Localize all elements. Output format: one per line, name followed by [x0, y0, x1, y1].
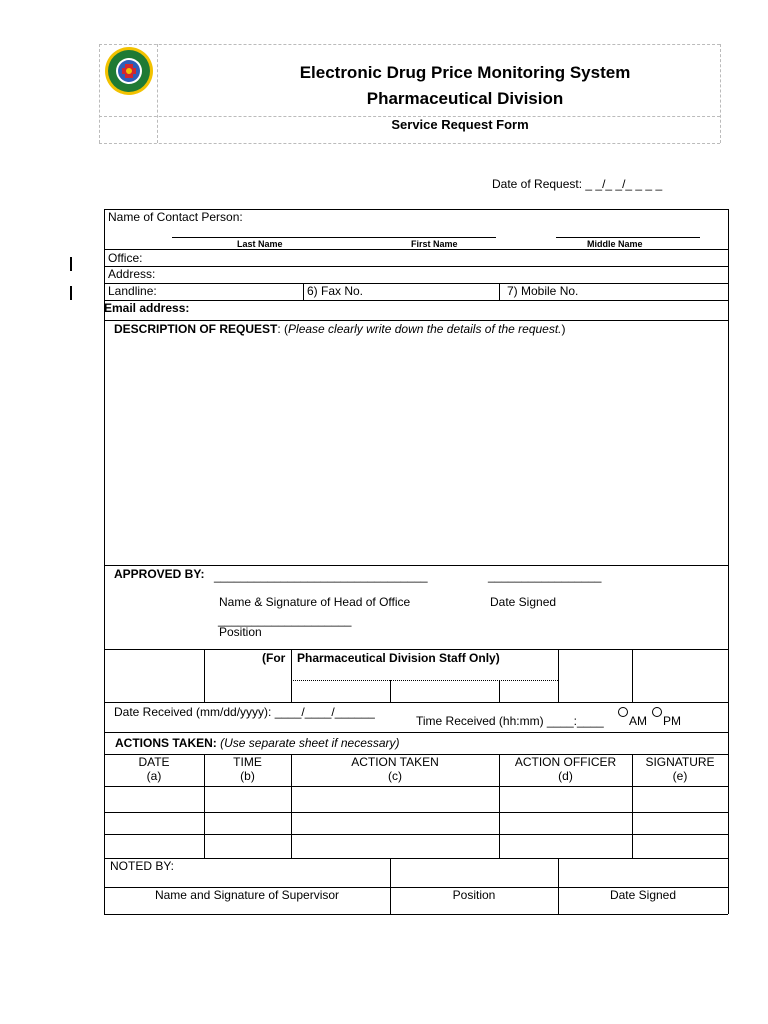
supervisor-signature-label: Name and Signature of Supervisor — [154, 888, 340, 902]
head-signature-label: Name & Signature of Head of Office — [219, 595, 411, 609]
staff-only-label: Pharmaceutical Division Staff Only) — [297, 651, 500, 665]
doh-seal-logo — [104, 46, 154, 96]
approved-by-label: APPROVED BY: — [114, 567, 205, 581]
actions-hint: (Use separate sheet if necessary) — [220, 736, 400, 750]
col-time-sub: (b) — [240, 769, 255, 783]
col-date-sub: (a) — [146, 769, 162, 783]
col-date-name: DATE — [138, 755, 170, 769]
col-action-officer-sub: (d) — [558, 769, 573, 783]
col-action-officer-name: ACTION OFFICER — [514, 755, 617, 769]
form-title: Service Request Form — [391, 117, 529, 132]
col-date-header — [104, 755, 204, 783]
col-signature-name: SIGNATURE — [645, 755, 715, 769]
col-time-name: TIME — [233, 755, 262, 769]
am-label: AM — [629, 714, 647, 728]
col-action-officer-header — [499, 755, 632, 783]
supervisor-date-signed-label: Date Signed — [609, 888, 677, 902]
approval-date-line[interactable]: _________________ — [488, 569, 602, 583]
office-field[interactable]: Office: — [108, 251, 143, 265]
supervisor-position-label: Position — [452, 888, 496, 902]
email-field[interactable]: Email address: — [104, 301, 190, 315]
landline-field[interactable]: Landline: — [108, 284, 157, 298]
fax-field[interactable]: 6) Fax No. — [307, 284, 364, 298]
address-field[interactable]: Address: — [108, 267, 156, 281]
col-action-taken-sub: (c) — [388, 769, 402, 783]
col-time-header — [204, 755, 291, 783]
first-name-label: First Name — [411, 239, 458, 249]
description-textarea[interactable] — [106, 340, 726, 562]
approver-signature-line[interactable]: ________________________________ — [214, 569, 428, 583]
time-received-field[interactable]: Time Received (hh:mm) ____:____ — [416, 714, 604, 728]
pm-radio[interactable] — [652, 707, 662, 717]
description-close: ) — [561, 322, 566, 336]
description-colon: : ( — [277, 322, 289, 336]
actions-taken-label — [115, 736, 400, 750]
col-action-taken-name: ACTION TAKEN — [351, 755, 439, 769]
last-name-label: Last Name — [237, 239, 283, 249]
contact-person-label: Name of Contact Person: — [108, 210, 243, 224]
pm-label: PM — [663, 714, 681, 728]
description-title: DESCRIPTION OF REQUEST — [114, 322, 278, 336]
division-title: Pharmaceutical Division — [366, 89, 564, 108]
description-label — [114, 322, 566, 336]
actions-title: ACTIONS TAKEN: — [115, 736, 217, 750]
position-label: Position — [219, 625, 262, 639]
system-title: Electronic Drug Price Monitoring System — [299, 63, 631, 82]
middle-name-label: Middle Name — [587, 239, 643, 249]
date-received-field[interactable]: Date Received (mm/dd/yyyy): ____/____/______ — [114, 705, 375, 719]
date-of-request[interactable]: Date of Request: _ _/_ _/_ _ _ _ — [492, 177, 663, 191]
col-action-taken-header — [291, 755, 499, 783]
mobile-field[interactable]: 7) Mobile No. — [507, 284, 579, 298]
table-row[interactable] — [105, 787, 727, 811]
col-signature-header — [632, 755, 728, 783]
col-signature-sub: (e) — [672, 769, 688, 783]
position-line[interactable]: ____________________ — [218, 613, 352, 627]
noted-by-label: NOTED BY: — [110, 859, 175, 873]
table-row[interactable] — [105, 813, 727, 833]
date-signed-label: Date Signed — [490, 595, 557, 609]
am-radio[interactable] — [618, 707, 628, 717]
table-row[interactable] — [105, 835, 727, 857]
for-label: (For — [262, 651, 286, 665]
description-hint: Please clearly write down the details of the request. — [288, 322, 562, 336]
